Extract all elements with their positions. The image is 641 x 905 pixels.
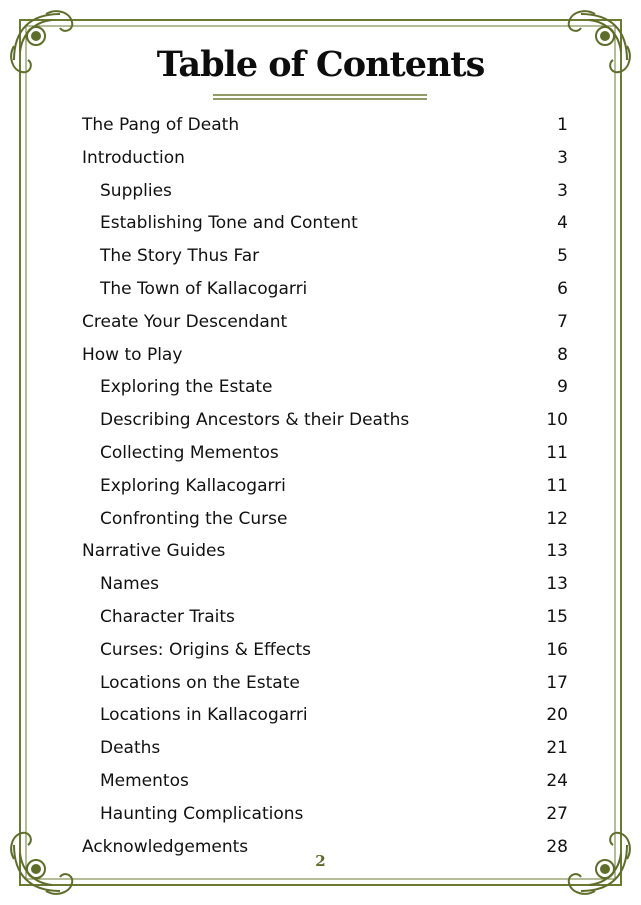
toc-entry-page: 17: [546, 672, 568, 693]
toc-entry-label: Confronting the Curse: [100, 508, 288, 529]
toc-entry-label: The Pang of Death: [82, 115, 240, 135]
toc-entry: [82, 339, 568, 372]
toc-entry-label: Collecting Mementos: [100, 442, 279, 463]
toc-entry-label: Introduction: [82, 147, 185, 168]
toc-subentry: [82, 601, 568, 634]
toc-subentry: [82, 568, 568, 601]
toc-entry-label: Acknowledgements: [82, 836, 249, 857]
toc-entry: [82, 109, 568, 142]
toc-subentry: [82, 175, 568, 208]
toc-entry-page: 3: [557, 147, 568, 168]
toc-entry-label: Create Your Descendant: [82, 311, 288, 332]
toc-entry-label: Locations in Kallacogarri: [100, 705, 308, 726]
toc-entry-page: 21: [546, 738, 568, 759]
toc-entry-label: Names: [100, 574, 160, 595]
toc-entry-label: Exploring the Estate: [100, 377, 273, 398]
toc-entry-label: The Story Thus Far: [100, 246, 260, 267]
toc-entry-page: 11: [546, 442, 568, 463]
toc-entry: [82, 535, 568, 568]
toc-entry-label: Deaths: [100, 738, 161, 759]
toc-subentry: [82, 404, 568, 437]
toc-entry-label: Describing Ancestors & their Deaths: [100, 410, 410, 431]
toc-entry-label: Mementos: [100, 770, 189, 791]
toc-subentry: [82, 470, 568, 503]
toc-entry-label: Narrative Guides: [82, 541, 226, 562]
toc-entry-page: 13: [546, 574, 568, 595]
toc-entry: [82, 142, 568, 175]
page-number: 2: [315, 852, 326, 870]
toc-entry-page: 7: [557, 311, 568, 332]
toc-entry-label: Locations on the Estate: [100, 672, 300, 693]
toc-entry-page: 5: [557, 246, 568, 267]
toc-entry-page: 10: [546, 410, 568, 431]
toc-entry-label: Haunting Complications: [100, 803, 304, 824]
toc-entry-page: 28: [546, 836, 568, 857]
title-double-rule: [213, 94, 427, 100]
toc-entry-page: 6: [557, 278, 568, 299]
toc-entry-label: How to Play: [82, 344, 183, 365]
toc-entry-label: Character Traits: [100, 606, 235, 627]
toc-entry: [82, 306, 568, 339]
toc-entry-page: 27: [546, 803, 568, 824]
toc-subentry: [82, 240, 568, 273]
toc-entry-page: 8: [557, 344, 568, 365]
toc-subentry: [82, 437, 568, 470]
toc-entry-label: Exploring Kallacogarri: [100, 475, 286, 496]
toc-entry-page: 1: [557, 115, 568, 135]
toc-subentry: [82, 371, 568, 404]
toc-entry-page: 13: [546, 541, 568, 562]
toc-subentry: [82, 699, 568, 732]
toc-entry-label: The Town of Kallacogarri: [100, 278, 308, 299]
toc-subentry: [82, 765, 568, 798]
toc-entry-label: Supplies: [100, 180, 172, 201]
toc-subentry: [82, 667, 568, 700]
toc-entry-label: Curses: Origins & Effects: [100, 639, 312, 660]
toc-entry-page: 15: [546, 606, 568, 627]
toc-subentry: [82, 634, 568, 667]
toc-entry-page: 20: [546, 705, 568, 726]
toc-subentry: [82, 503, 568, 536]
toc-subentry: [82, 732, 568, 765]
toc-subentry: [82, 798, 568, 831]
toc-entry-label: Establishing Tone and Content: [100, 213, 358, 234]
page-title: Table of Contents: [156, 44, 485, 85]
toc-entry-page: 9: [557, 377, 568, 398]
toc-entry-page: 16: [546, 639, 568, 660]
toc-entry-page: 24: [546, 770, 568, 791]
toc-subentry: [82, 207, 568, 240]
toc-entry-page: 11: [546, 475, 568, 496]
toc-subentry: [82, 273, 568, 306]
toc-entry-page: 12: [546, 508, 568, 529]
toc-list: [82, 109, 568, 863]
toc-entry-page: 3: [557, 180, 568, 201]
toc-entry-page: 4: [557, 213, 568, 234]
